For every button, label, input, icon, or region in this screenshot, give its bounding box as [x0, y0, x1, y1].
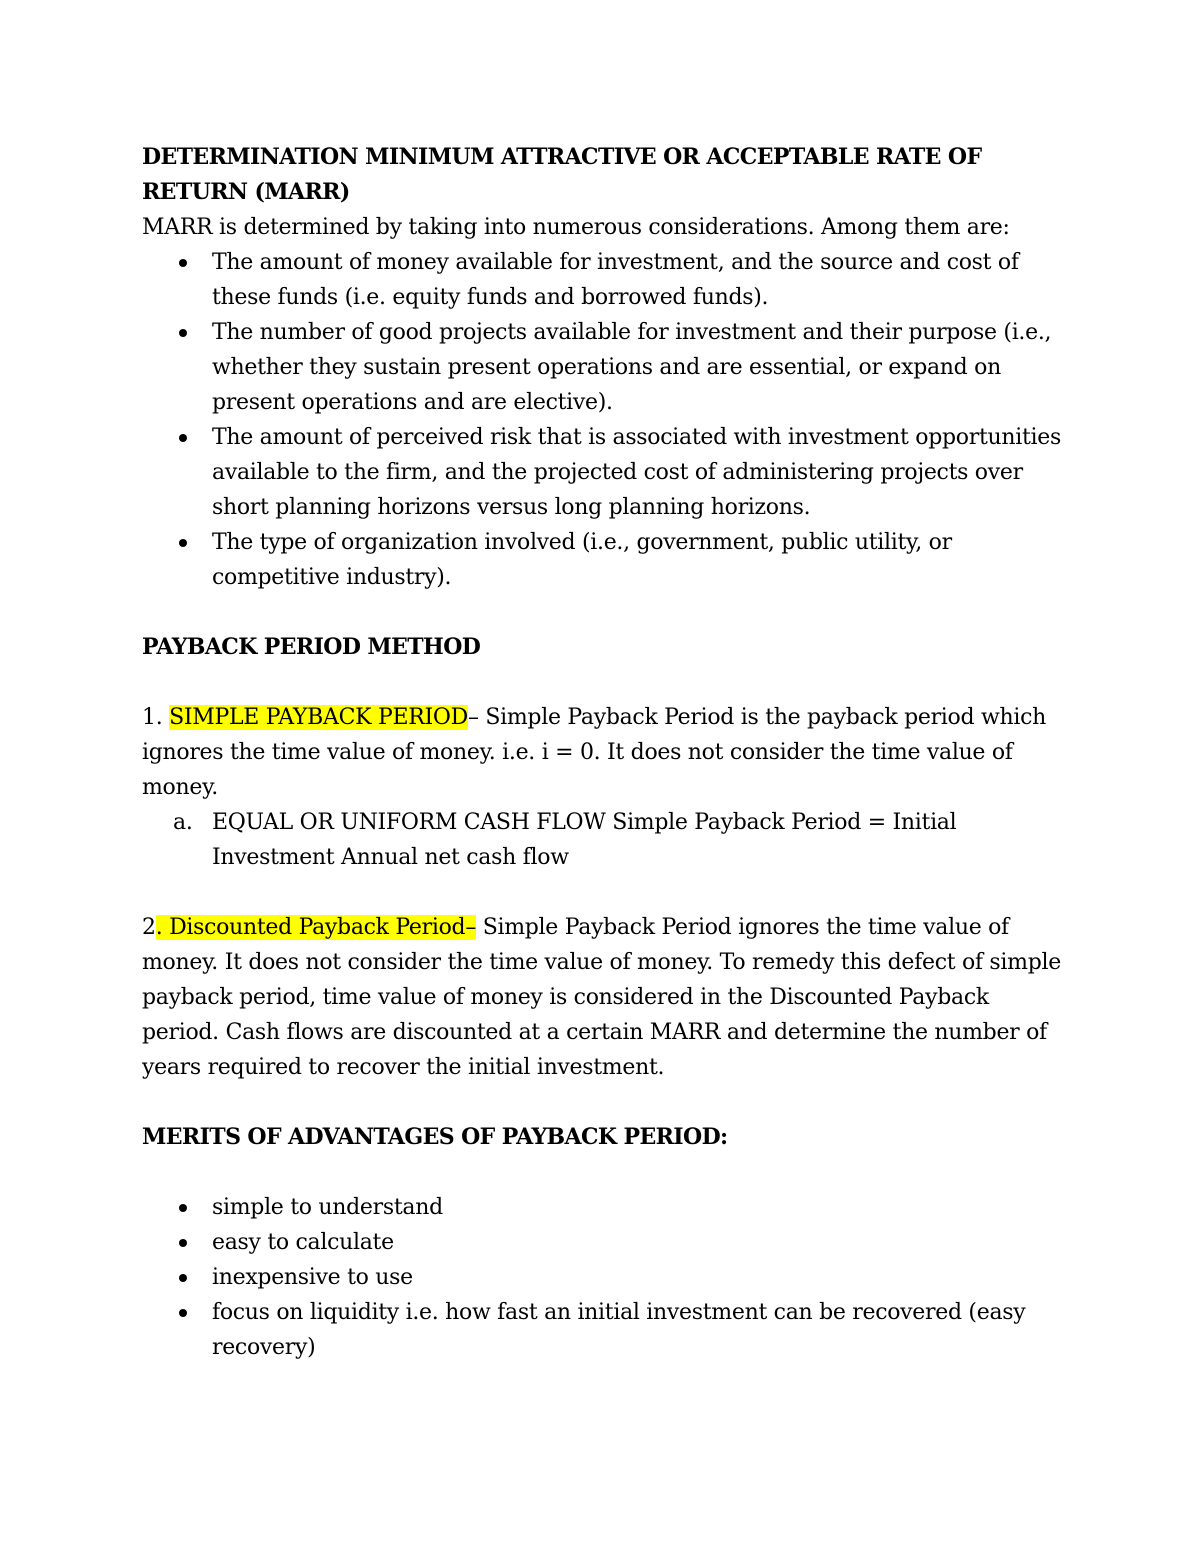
list-item [142, 1190, 1062, 1225]
list-item [142, 525, 1062, 595]
list-item [142, 245, 1062, 315]
item-number: 2 [142, 915, 156, 940]
list-item-text: easy to calculate [212, 1230, 394, 1255]
list-item [142, 420, 1062, 525]
marr-considerations-list [142, 245, 1062, 595]
list-item-text: simple to understand [212, 1195, 443, 1220]
list-item [142, 1225, 1062, 1260]
spacer [142, 875, 1062, 910]
list-item-text: The type of organization involved (i.e., government, public utility, or competitive industry). [212, 530, 952, 590]
list-item-text: inexpensive to use [212, 1265, 413, 1290]
list-item [142, 1295, 1062, 1365]
bullet-icon [179, 259, 187, 267]
marr-intro: MARR is determined by taking into numerous considerations. Among them are: [142, 215, 1010, 240]
list-item [142, 1260, 1062, 1295]
payback-heading: PAYBACK PERIOD METHOD [142, 634, 481, 660]
highlighted-term: . Discounted Payback Period– [155, 915, 477, 940]
list-item-text: focus on liquidity i.e. how fast an initial investment can be recovered (easy recovery) [212, 1300, 1026, 1360]
sub-item-marker: a. [173, 810, 193, 835]
list-item-text: The amount of money available for investment, and the source and cost of these funds (i.e. equity funds and borrowed funds). [212, 250, 1019, 310]
paragraph-text: Simple Payback Period ignores the time value of money. It does not consider the time value of money. To remedy this defect of simple payback period, time value of money is considered in the Discounted Payback period. Cash flows are discounted at a certain MARR and determine the number of years required to recover the initial investment. [142, 915, 1061, 1080]
bullet-icon [179, 1274, 187, 1282]
bullet-icon [179, 1204, 187, 1212]
bullet-icon [179, 434, 187, 442]
list-item-text: The amount of perceived risk that is associated with investment opportunities available to the firm, and the projected cost of administering projects over short planning horizons versus long planning horizons. [212, 425, 1061, 520]
spacer [142, 1085, 1062, 1120]
merits-heading: MERITS OF ADVANTAGES OF PAYBACK PERIOD: [142, 1124, 728, 1150]
simple-payback-paragraph [142, 700, 1062, 805]
sub-list-item [142, 805, 1062, 875]
marr-heading: DETERMINATION MINIMUM ATTRACTIVE OR ACCEPTABLE RATE OF RETURN (MARR) [142, 144, 982, 205]
bullet-icon [179, 1239, 187, 1247]
bullet-icon [179, 329, 187, 337]
spacer [142, 595, 1062, 630]
spacer [142, 1155, 1062, 1190]
document-page [142, 140, 1062, 1365]
item-number: 1. [142, 705, 170, 730]
bullet-icon [179, 1309, 187, 1317]
paragraph-text: – Simple Payback Period is the payback period which ignores the time value of money. i.e. i = 0. It does not consider the time value of money. [142, 705, 1046, 800]
merits-list [142, 1190, 1062, 1365]
list-item-text: The number of good projects available for investment and their purpose (i.e., whether they sustain present operations and are essential, or expand on present operations and are elective). [212, 320, 1052, 415]
spacer [142, 665, 1062, 700]
sub-item-text: EQUAL OR UNIFORM CASH FLOW Simple Payback Period = Initial Investment Annual net cash flow [212, 810, 957, 870]
discounted-payback-paragraph [142, 910, 1062, 1085]
list-item [142, 315, 1062, 420]
bullet-icon [179, 539, 187, 547]
highlighted-term: SIMPLE PAYBACK PERIOD [169, 705, 468, 730]
